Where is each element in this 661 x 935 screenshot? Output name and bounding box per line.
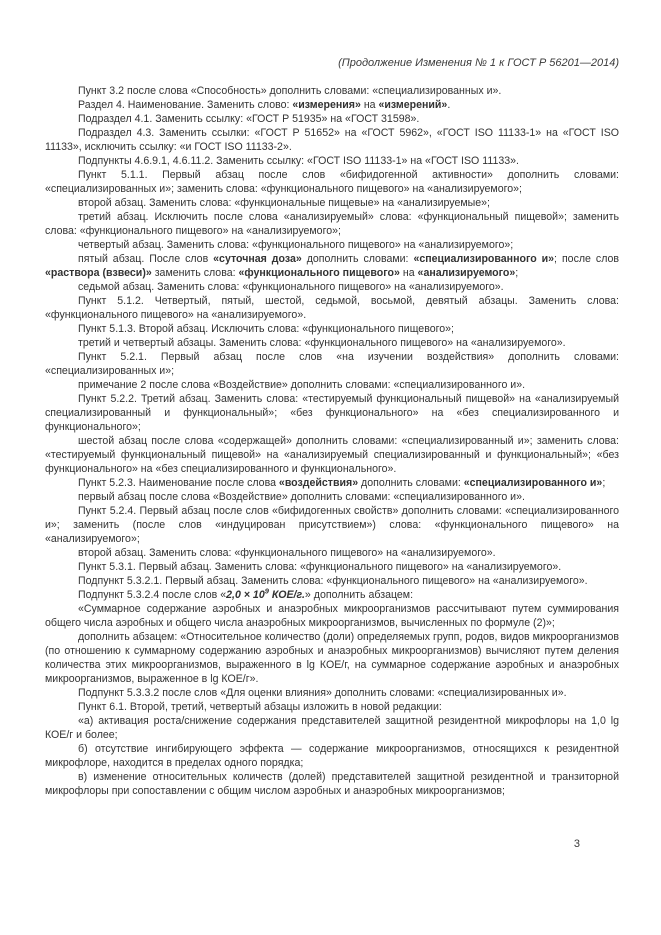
text-run: первый абзац после слова «Воздействие» дополнить словами: «специализированного и».: [78, 491, 525, 503]
text-run: Пункт 6.1. Второй, третий, четвертый абзацы изложить в новой редакции:: [78, 701, 442, 713]
text-run: «измерения»: [292, 99, 361, 111]
text-run: Пункт 5.2.4. Первый абзац после слов «бифидогенных свойств» дополнить словами: «специализированного и»; заменить (после слов «индуцирован присутствием») слова: «функционального пищевого» на «анализируемого»;: [45, 505, 619, 545]
paragraph: [45, 560, 619, 574]
paragraph: [45, 98, 619, 112]
text-run: Пункт 5.2.2. Третий абзац. Заменить слова: «тестируемый функциональный пищевой» на «анализируемый специализированный и функциональный»; «без функционального» на «без специализированного и функционального»;: [45, 393, 619, 433]
paragraph: [45, 742, 619, 770]
paragraph: [45, 126, 619, 154]
paragraph: [45, 210, 619, 238]
paragraph: [45, 546, 619, 560]
paragraph: [45, 238, 619, 252]
paragraph: [45, 336, 619, 350]
text-run: четвертый абзац. Заменить слова: «функционального пищевого» на «анализируемого»;: [78, 239, 514, 251]
text-run: Подпункт 5.3.3.2 после слов «Для оценки влияния» дополнить словами: «специализированных и».: [78, 687, 567, 699]
paragraph: [45, 490, 619, 504]
header-continuation-note: (Продолжение Изменения № 1 к ГОСТ Р 56201—2014): [338, 57, 619, 69]
text-run: седьмой абзац. Заменить слова: «функционального пищевого» на «анализируемого».: [78, 281, 504, 293]
paragraph: [45, 770, 619, 798]
text-run: пятый абзац. После слов: [78, 253, 214, 265]
paragraph: [45, 84, 619, 98]
page-footer: [45, 838, 580, 850]
text-run: «Суммарное содержание аэробных и анаэробных микроорганизмов рассчитывают путем суммирования общего числа аэробных и общего числа анаэробных микроорганизмов, вычисленных по формуле (2)»;: [45, 603, 619, 629]
paragraph: [45, 112, 619, 126]
text-run: «воздействия»: [278, 477, 359, 489]
page-number: 3: [573, 838, 580, 850]
text-run: ;: [515, 267, 519, 279]
text-run: «анализируемого»: [417, 267, 516, 279]
text-run: б) отсутствие ингибирующего эффекта — содержание микроорганизмов, относящихся к резидентной микрофлоре, находится в пределах одного порядка;: [45, 743, 619, 769]
paragraph: [45, 714, 619, 742]
paragraph: [45, 196, 619, 210]
text-run: «специализированного и»: [413, 253, 555, 265]
text-run: Подпункт 5.3.2.4 после слов «: [78, 589, 227, 601]
text-run: Пункт 5.1.1. Первый абзац после слов «бифидогенной активности» дополнить словами: «специализированных и»; заменить слова: «функционального пищевого» на «анализируемого»;: [45, 169, 619, 195]
text-run: третий абзац. Исключить после слова «анализируемый» слова: «функциональный пищевой»; заменить слова: «функционального пищевого» на «анализируемого»;: [45, 211, 619, 237]
text-run: Подраздел 4.3. Заменить ссылки: «ГОСТ Р 51652» на «ГОСТ 5962», «ГОСТ ISO 11133-1» на «ГОСТ ISO 11133», исключить ссылку: «и ГОСТ ISO 11133-2».: [45, 127, 619, 153]
text-run: Пункт 3.2 после слова «Способность» дополнить словами: «специализированных и».: [78, 85, 502, 97]
text-run: третий и четвертый абзацы. Заменить слова: «функционального пищевого» на «анализируемого».: [78, 337, 566, 349]
text-run: 2,0 × 10: [226, 589, 265, 601]
text-run: «специализированного и»: [463, 477, 603, 489]
text-run: .: [447, 99, 451, 111]
text-run: примечание 2 после слова «Воздействие» дополнить словами: «специализированного и».: [78, 379, 526, 391]
text-run: «функционального пищевого»: [238, 267, 400, 279]
paragraph: [45, 378, 619, 392]
text-run: на: [399, 267, 418, 279]
paragraph: [45, 392, 619, 434]
paragraph: [45, 504, 619, 546]
text-run: в) изменение относительных количеств (долей) представителей защитной резидентной и транзиторной микрофлоры при сопоставлении с общим числом аэробных и анаэробных микроорганизмов;: [45, 771, 619, 797]
text-run: дополнить словами:: [301, 253, 414, 265]
paragraph: [45, 154, 619, 168]
text-run: «раствора (взвеси)»: [45, 267, 152, 279]
text-run: Пункт 5.3.1. Первый абзац. Заменить слова: «функционального пищевого» на «анализируемого».: [78, 561, 562, 573]
text-run: шестой абзац после слова «содержащей» дополнить словами: «специализированный и»; заменить слова: «тестируемый функциональный пищевой» на «анализируемый специализированный и функциональный»; «без функционального» на «без специализированного и функционального».: [45, 435, 619, 475]
text-run: Пункт 5.1.2. Четвертый, пятый, шестой, седьмой, восьмой, девятый абзацы. Заменить слова: «функционального пищевого» на «анализируемого».: [45, 295, 619, 321]
text-run: второй абзац. Заменить слова: «функциональные пищевые» на «анализируемые»;: [78, 197, 490, 209]
paragraph: [45, 252, 619, 280]
paragraph: [45, 168, 619, 196]
text-run: ;: [602, 477, 606, 489]
text-run: заменить слова:: [151, 267, 239, 279]
text-run: второй абзац. Заменить слова: «функционального пищевого» на «анализируемого».: [78, 547, 496, 559]
text-run: КОЕ/г.: [268, 589, 305, 601]
document-body: [45, 84, 619, 798]
text-run: Подраздел 4.1. Заменить ссылку: «ГОСТ Р 51935» на «ГОСТ 31598».: [78, 113, 420, 125]
text-run: «измерений»: [378, 99, 448, 111]
text-run: Пункт 5.1.3. Второй абзац. Исключить слова: «функционального пищевого»;: [78, 323, 454, 335]
text-run: Пункт 5.2.3. Наименование после слова: [78, 477, 279, 489]
paragraph: [45, 350, 619, 378]
text-run: на: [360, 99, 379, 111]
paragraph: [45, 476, 619, 490]
paragraph: [45, 280, 619, 294]
text-run: » дополнить абзацем:: [304, 589, 414, 601]
paragraph: [45, 434, 619, 476]
paragraph: [45, 588, 619, 602]
page-header: [45, 56, 619, 70]
text-run: Пункт 5.2.1. Первый абзац после слов «на изучении воздействия» дополнить словами: «специализированных и»;: [45, 351, 619, 377]
text-run: Раздел 4. Наименование. Заменить слово:: [78, 99, 293, 111]
paragraph: [45, 602, 619, 630]
paragraph: [45, 700, 619, 714]
paragraph: [45, 574, 619, 588]
text-run: Подпункты 4.6.9.1, 4.6.11.2. Заменить ссылку: «ГОСТ ISO 11133-1» на «ГОСТ ISO 11133».: [78, 155, 519, 167]
text-run: дополнить словами:: [358, 477, 464, 489]
paragraph: [45, 686, 619, 700]
text-run: 9: [264, 586, 269, 596]
text-run: дополнить абзацем: «Относительное количество (доли) определяемых групп, родов, видов микроорганизмов (по отношению к суммарному содержанию аэробных и анаэробных микроорганизмов) вычисляют путем деления количества этих микроорганизмов, выраженного в lg КОЕ/г, на суммарное содержание аэробных и анаэробных микроорганизмов, выраженное в lg КОЕ/г».: [45, 631, 619, 685]
paragraph: [45, 322, 619, 336]
paragraph: [45, 294, 619, 322]
text-run: «суточная доза»: [213, 253, 302, 265]
paragraph: [45, 630, 619, 686]
text-run: ; после слов: [554, 253, 620, 265]
text-run: Подпункт 5.3.2.1. Первый абзац. Заменить слова: «функционального пищевого» на «анализируемого».: [78, 575, 588, 587]
text-run: «а) активация роста/снижение содержания представителей защитной резидентной микрофлоры на 1,0 lg КОЕ/г и более;: [45, 715, 619, 741]
